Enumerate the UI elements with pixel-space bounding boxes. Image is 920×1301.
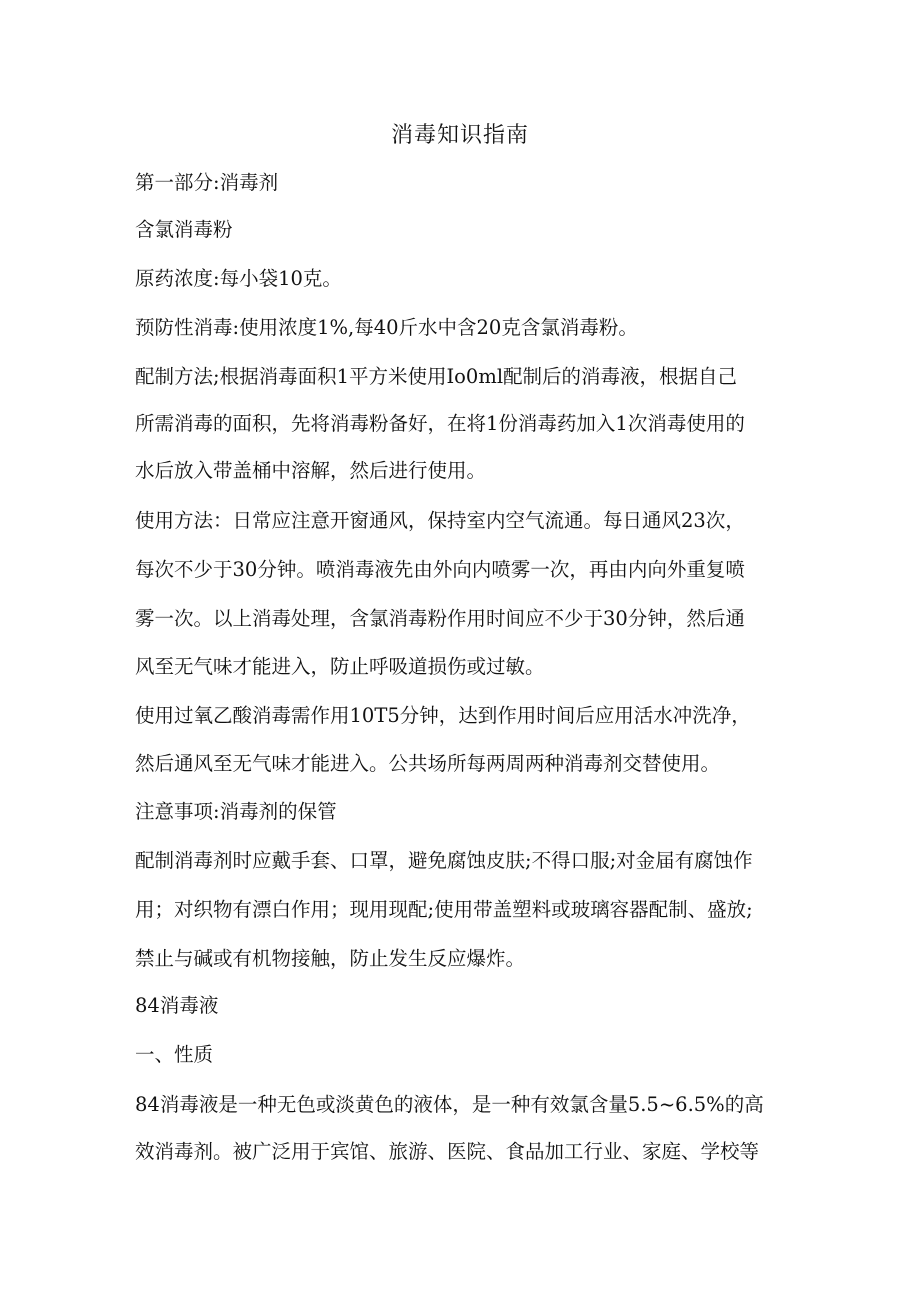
paragraph-line: 风至无气味才能进入，防止呼吸道损伤或过敏。 <box>135 655 545 678</box>
paragraph-line: 配制方法;根据消毒面积1平方米使用Io0ml配制后的消毒液，根据自己 <box>135 365 738 388</box>
paragraph-line: 使用过氧乙酸消毒需作用10T5分钟，达到作用时间后应用活水冲洗净， <box>135 704 751 727</box>
section-heading-part-one: 第一部分:消毒剂 <box>135 171 279 194</box>
paragraph-line: 配制消毒剂时应戴手套、口罩，避免腐蚀皮肤;不得口服;对金届有腐蚀作 <box>135 849 753 872</box>
subheading-precautions: 注意事项:消毒剂的保管 <box>135 800 337 823</box>
paragraph-line: 每次不少于30分钟。喷消毒液先由外向内喷雾一次，再由内向外重复喷 <box>135 558 745 581</box>
paragraph-line: 水后放入带盖桶中溶解，然后进行使用。 <box>135 459 487 482</box>
paragraph-line: 然后通风至无气味才能进入。公共场所每两周两种消毒剂交替使用。 <box>135 752 721 775</box>
paragraph-line: 所需消毒的面积，先将消毒粉备好，在将1份消毒药加入1次消毒使用的 <box>135 412 745 435</box>
subheading-chlorine-powder: 含氯消毒粉 <box>135 218 233 241</box>
paragraph-line: 预防性消毒:使用浓度1%,每40斤水中含20克含氯消毒粉。 <box>135 316 638 339</box>
paragraph-line: 禁止与碱或有机物接触，防止发生反应爆炸。 <box>135 947 526 970</box>
subheading-properties: 一、性质 <box>135 1043 214 1066</box>
paragraph-line: 原药浓度:每小袋10克。 <box>135 267 342 290</box>
paragraph-line: 使用方法：日常应注意开窗通风，保持室内空气流通。每日通风23次， <box>135 509 745 532</box>
paragraph-line: 84消毒液是一种无色或淡黄色的液体，是一种有效氯含量5.5~6.5%的高 <box>135 1093 764 1116</box>
document-title: 消毒知识指南 <box>390 123 529 148</box>
subheading-84-disinfectant: 84消毒液 <box>135 994 219 1017</box>
paragraph-line: 效消毒剂。被广泛用于宾馆、旅游、医院、食品加工行业、家庭、学校等 <box>135 1140 760 1163</box>
paragraph-line: 雾一次。以上消毒处理，含氯消毒粉作用时间应不少于30分钟，然后通 <box>135 607 745 630</box>
paragraph-line: 用；对织物有漂白作用；现用现配;使用带盖塑料或玻璃容器配制、盛放; <box>135 898 753 921</box>
